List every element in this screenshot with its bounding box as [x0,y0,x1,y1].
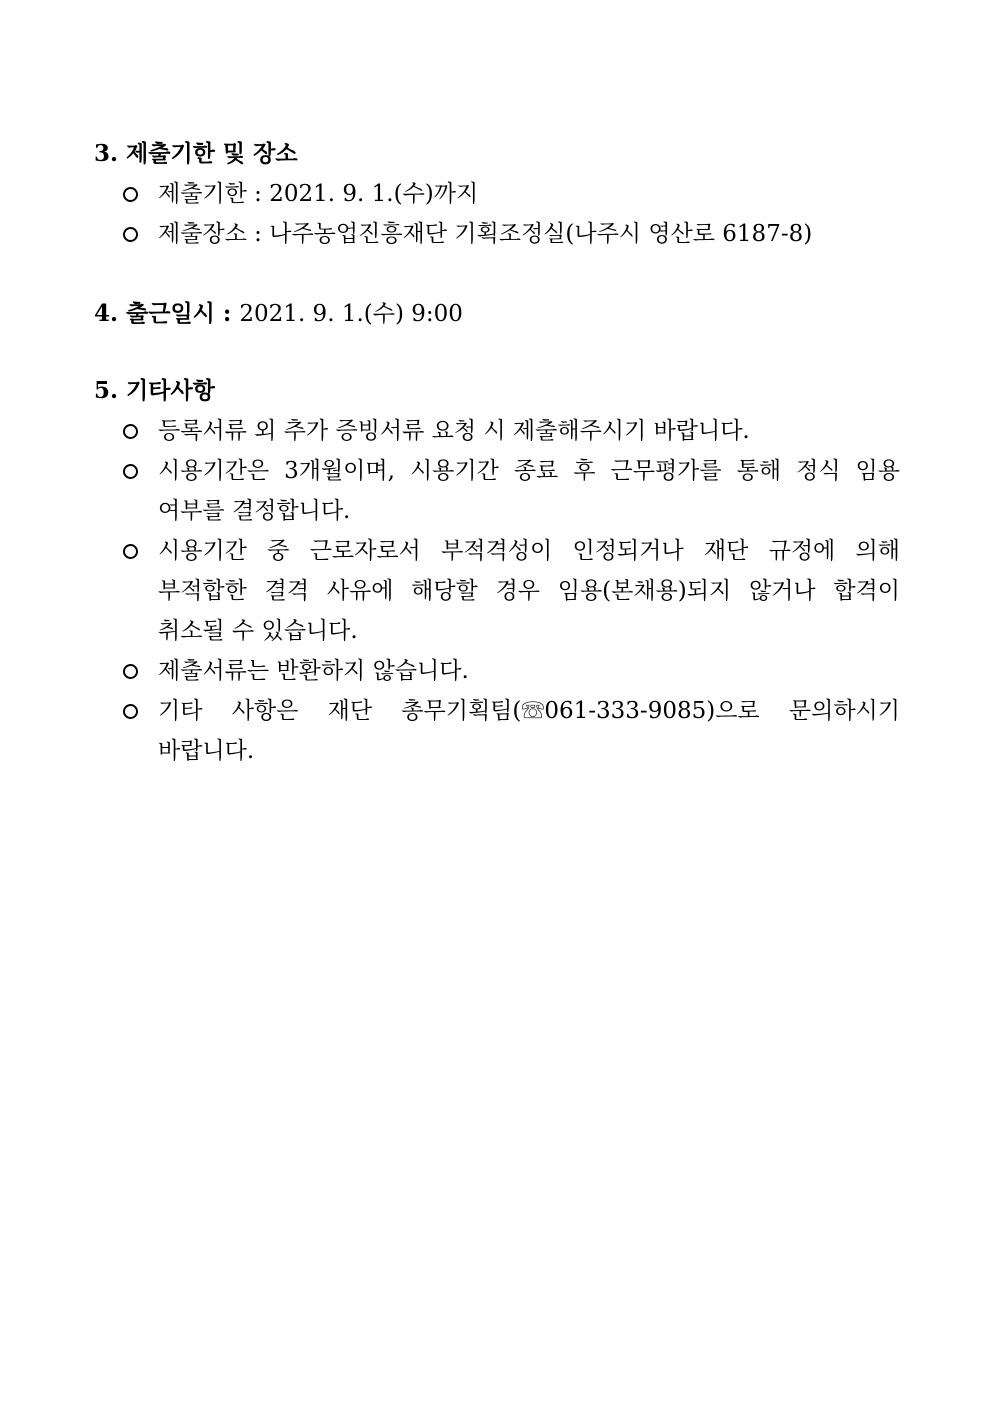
list-item [94,411,900,451]
item-text: 기타 사항은 재단 총무기획팀(☏061-333-9085)으로 문의하시기 바랍니다. [158,698,900,764]
circle-bullet-icon [123,187,138,202]
circle-bullet-icon [123,464,138,479]
circle-bullet-icon [123,227,138,242]
item-text: 등록서류 외 추가 증빙서류 요청 시 제출해주시기 바랍니다. [158,418,750,444]
item-text: 제출기한 : 2021. 9. 1.(수)까지 [158,181,479,207]
section-heading [94,371,900,411]
list-item [94,174,900,214]
circle-bullet-icon [123,424,138,439]
item-text: 시용기간은 3개월이며, 시용기간 종료 후 근무평가를 통해 정식 임용 여부를 결정합니다. [158,458,900,524]
list-item [94,451,900,531]
circle-bullet-icon [123,544,138,559]
list-item [94,214,900,254]
section-heading [94,294,900,334]
item-text: 시용기간 중 근로자로서 부적격성이 인정되거나 재단 규정에 의해 부적합한 결격 사유에 해당할 경우 임용(본채용)되지 않거나 합격이 취소될 수 있습니다. [158,538,900,644]
circle-bullet-icon [123,664,138,679]
list-item [94,691,900,771]
item-text: 제출장소 : 나주농업진흥재단 기획조정실(나주시 영산로 6187-8) [158,221,813,247]
section-number: 3. [94,140,119,167]
section-submission [94,134,900,254]
section-heading [94,134,900,174]
section-title: 기타사항 [126,377,215,404]
section-start-date [94,294,900,334]
section-title: 출근일시 : [126,300,232,327]
list-item [94,531,900,651]
section-number: 4. [94,300,119,327]
section-title: 제출기한 및 장소 [126,140,298,167]
circle-bullet-icon [123,704,138,719]
section-other-notes [94,371,900,771]
start-datetime: 2021. 9. 1.(수) 9:00 [239,301,463,327]
section-number: 5. [94,377,119,404]
list-item [94,651,900,691]
item-text: 제출서류는 반환하지 않습니다. [158,658,469,684]
